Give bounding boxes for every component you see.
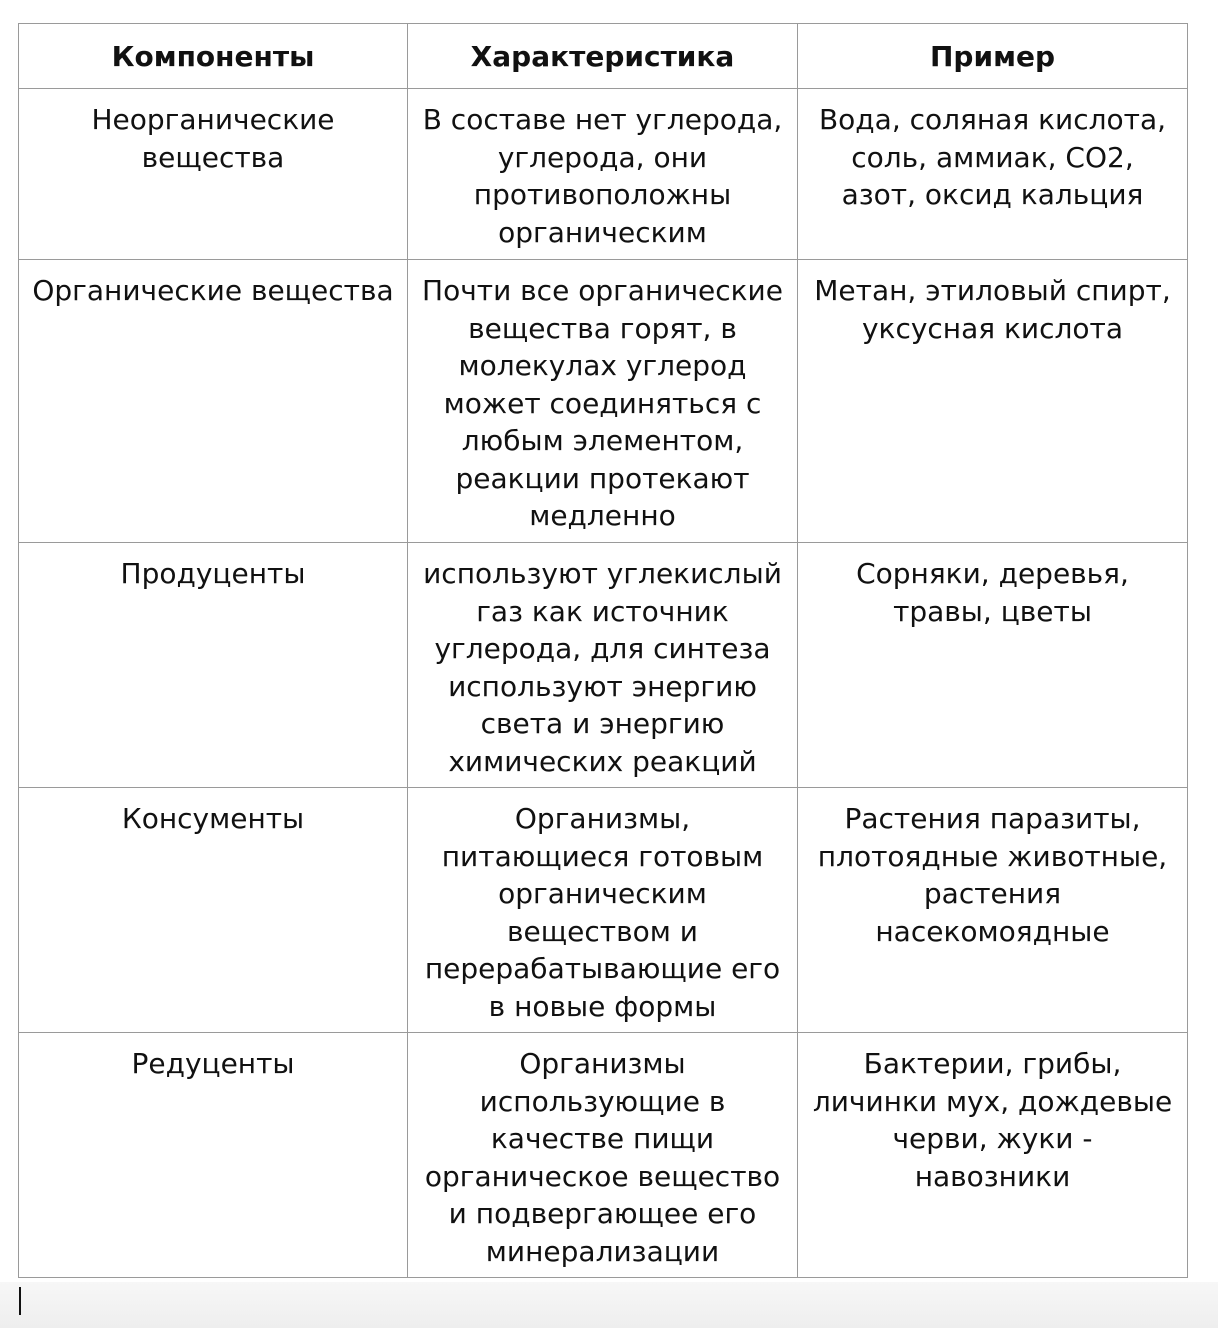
- table-header-row: [19, 24, 1188, 89]
- cell-example[interactable]: Бактерии, грибы, личинки мух, дождевые черви, жуки - навозники: [798, 1033, 1188, 1278]
- page-bottom-area[interactable]: [0, 1282, 1218, 1328]
- cell-component[interactable]: Консументы: [19, 788, 408, 1033]
- header-example[interactable]: Пример: [798, 24, 1188, 89]
- cell-example[interactable]: Метан, этиловый спирт, уксусная кислота: [798, 260, 1188, 543]
- cell-component[interactable]: Редуценты: [19, 1033, 408, 1278]
- table-row: [19, 1033, 1188, 1278]
- cell-example[interactable]: Сорняки, деревья, травы, цветы: [798, 543, 1188, 788]
- table-row: [19, 260, 1188, 543]
- text-cursor: [19, 1287, 21, 1315]
- table-row: [19, 89, 1188, 260]
- table-row: [19, 788, 1188, 1033]
- components-table: [18, 23, 1188, 1278]
- cell-characteristic[interactable]: Почти все органические вещества горят, в молекулах углерод может соединяться с любым элементом, реакции протекают медленно: [408, 260, 798, 543]
- cell-characteristic[interactable]: Организмы использующие в качестве пищи органическое вещество и подвергающее его минерализации: [408, 1033, 798, 1278]
- cell-example[interactable]: Растения паразиты, плотоядные животные, растения насекомоядные: [798, 788, 1188, 1033]
- cell-characteristic[interactable]: В составе нет углерода, углерода, они противоположны органическим: [408, 89, 798, 260]
- cell-example[interactable]: Вода, соляная кислота, соль, аммиак, CO2, азот, оксид кальция: [798, 89, 1188, 260]
- cell-characteristic[interactable]: используют углекислый газ как источник углерода, для синтеза используют энергию света и энергию химических реакций: [408, 543, 798, 788]
- cell-component[interactable]: Органические вещества: [19, 260, 408, 543]
- cell-component[interactable]: Неорганические вещества: [19, 89, 408, 260]
- cell-component[interactable]: Продуценты: [19, 543, 408, 788]
- header-characteristic[interactable]: Характеристика: [408, 24, 798, 89]
- header-components[interactable]: Компоненты: [19, 24, 408, 89]
- table-row: [19, 543, 1188, 788]
- cell-characteristic[interactable]: Организмы, питающиеся готовым органическим веществом и перерабатывающие его в новые формы: [408, 788, 798, 1033]
